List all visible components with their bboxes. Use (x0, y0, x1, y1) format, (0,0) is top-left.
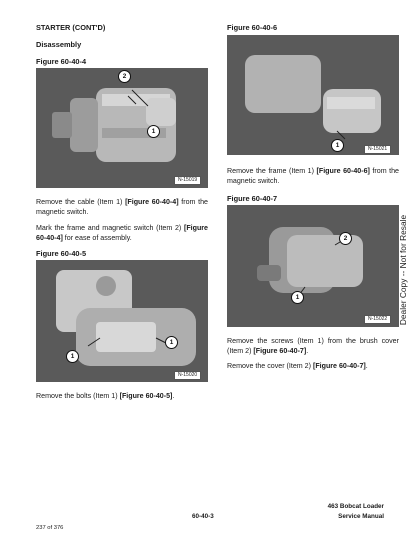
page-count: 237 of 376 (36, 525, 64, 531)
starter-photo-3 (227, 35, 399, 155)
figure-reference-link: [Figure 60-40-7] (253, 346, 307, 355)
callout-badge: 2 (339, 232, 352, 245)
starter-illustration (227, 205, 399, 327)
instruction-paragraph: Remove the screws (Item 1) from the brush cover (Item 2) [Figure 60-40-7]. (227, 337, 399, 355)
manual-subtitle: Service Manual (338, 513, 384, 520)
page-code: 60-40-3 (192, 513, 214, 520)
starter-illustration (36, 68, 208, 188)
figure-caption: Figure 60-40-7 (227, 194, 278, 203)
figure-reference-number: N-15019 (174, 176, 201, 185)
callout-badge: 2 (118, 70, 131, 83)
instruction-paragraph: Remove the frame (Item 1) [Figure 60-40-6] from the magnetic switch. (227, 167, 400, 185)
instruction-paragraph: Mark the frame and magnetic switch (Item 2) [Figure 60-40-4] for ease of assembly. (36, 224, 208, 242)
figure-reference-number: N-15020 (174, 371, 201, 380)
starter-photo-2 (36, 260, 208, 382)
starter-illustration (36, 260, 208, 382)
callout-badge: 1 (66, 350, 79, 363)
subsection-title: Disassembly (36, 40, 82, 49)
starter-illustration (227, 35, 399, 155)
figure-reference-number: N-15022 (364, 315, 391, 324)
callout-badge: 1 (331, 139, 344, 152)
figure-reference-link: [Figure 60-40-7] (312, 362, 366, 370)
figure-reference-link: [Figure 60-40-4] (125, 198, 179, 206)
instruction-paragraph: Remove the cover (Item 2) [Figure 60-40-7]. (227, 362, 368, 370)
figure-caption: Figure 60-40-6 (227, 23, 278, 32)
figure-caption: Figure 60-40-5 (36, 249, 87, 258)
section-title: STARTER (CONT'D) (36, 23, 106, 32)
instruction-paragraph: Remove the bolts (Item 1) [Figure 60-40-5]. (36, 392, 175, 400)
figure-caption: Figure 60-40-4 (36, 57, 87, 66)
starter-photo-1 (36, 68, 208, 188)
callout-badge: 1 (147, 125, 160, 138)
starter-photo-4 (227, 205, 399, 327)
figure-reference-number: N-15021 (364, 145, 391, 154)
figure-reference-link: [Figure 60-40-6] (316, 167, 370, 175)
callout-badge: 1 (291, 291, 304, 304)
figure-reference-link: [Figure 60-40-5] (119, 392, 173, 400)
dealer-copy-watermark: Dealer Copy -- Not for Resale (398, 214, 408, 326)
manual-title: 463 Bobcat Loader (327, 503, 384, 510)
figure-reference-link: [Figure 60-40-4] (36, 224, 208, 242)
instruction-paragraph: Remove the cable (Item 1) [Figure 60-40-4] from the magnetic switch. (36, 198, 208, 216)
callout-badge: 1 (165, 336, 178, 349)
